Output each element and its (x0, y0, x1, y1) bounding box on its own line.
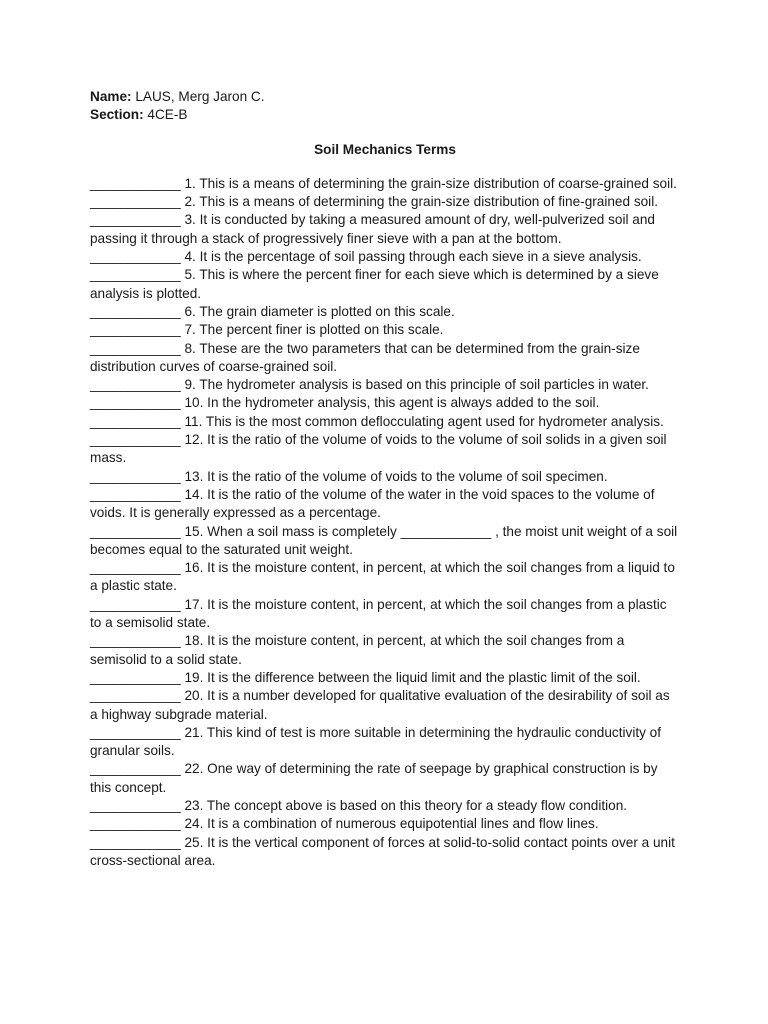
question-item-3: ____________ 3. It is conducted by taking a measured amount of dry, well-pulverized soil and passing it through a stack of progressively finer sieve with a pan at the bottom. (90, 212, 655, 246)
question-item-14: ____________ 14. It is the ratio of the volume of the water in the void spaces to the volume of voids. It is generally expressed as a percentage. (90, 486, 655, 521)
question-item-16: ____________ 16. It is the moisture content, in percent, at which the soil changes from a liquid to a plastic state. (90, 560, 675, 594)
question-item-12: ____________ 12. It is the ratio of the volume of voids to the volume of soil solids in a given soil mass. (90, 432, 667, 466)
question-item-18: ____________ 18. It is the moisture content, in percent, at which the soil changes from a semisolid to a solid state. (90, 633, 625, 667)
name-label: Name: (90, 89, 132, 104)
question-item-9: ____________ 9. The hydrometer analysis is based on this principle of soil particles in water. (90, 377, 649, 393)
question-item-24: ____________ 24. It is a combination of numerous equipotential lines and flow lines. (90, 816, 599, 832)
question-item-13: ____________ 13. It is the ratio of the volume of voids to the volume of soil specimen. (90, 468, 608, 484)
section-value: 4CE-B (143, 107, 188, 123)
question-item-20: ____________ 20. It is a number developed for qualitative evaluation of the desirability of soil as a highway subgrade material. (90, 688, 670, 722)
question-item-22: ____________ 22. One way of determining the rate of seepage by graphical construction is by this concept. (90, 761, 658, 795)
question-item-4: ____________ 4. It is the percentage of soil passing through each sieve in a sieve analysis. (90, 249, 642, 265)
question-item-10: ____________ 10. In the hydrometer analysis, this agent is always added to the soil. (90, 395, 600, 411)
question-list (90, 175, 680, 870)
question-item-19: ____________ 19. It is the difference between the liquid limit and the plastic limit of the soil. (90, 669, 641, 685)
section-line (90, 106, 680, 124)
question-item-15: ____________ 15. When a soil mass is completely ____________ , the moist unit weight of a soil becomes equal to the saturated unit weight. (90, 523, 678, 557)
name-line (90, 88, 680, 106)
question-item-7: ____________ 7. The percent finer is plotted on this scale. (90, 322, 444, 338)
page-title: Soil Mechanics Terms (314, 141, 456, 157)
question-item-1: ____________ 1. This is a means of determining the grain-size distribution of coarse-grained soil. (90, 175, 677, 191)
question-item-5: ____________ 5. This is where the percent finer for each sieve which is determined by a sieve analysis is plotted. (90, 267, 659, 301)
question-item-11: ____________ 11. This is the most common deflocculating agent used for hydrometer analysis. (90, 413, 664, 429)
question-item-8: ____________ 8. These are the two parameters that can be determined from the grain-size distribution curves of coarse-grained soil. (90, 340, 640, 374)
name-value: LAUS, Merg Jaron C. (131, 89, 265, 104)
worksheet-page (90, 88, 680, 870)
question-item-2: ____________ 2. This is a means of determining the grain-size distribution of fine-grained soil. (90, 194, 659, 210)
question-item-23: ____________ 23. The concept above is based on this theory for a steady flow condition. (90, 797, 628, 813)
question-item-17: ____________ 17. It is the moisture content, in percent, at which the soil changes from a plastic to a semisolid state. (90, 596, 667, 631)
question-item-6: ____________ 6. The grain diameter is plotted on this scale. (90, 303, 455, 319)
question-item-21: ____________ 21. This kind of test is more suitable in determining the hydraulic conductivity of granular soils. (90, 724, 662, 759)
section-label: Section: (90, 107, 144, 123)
question-item-25: ____________ 25. It is the vertical component of forces at solid-to-solid contact points over a unit cross-sectional area. (90, 834, 675, 868)
